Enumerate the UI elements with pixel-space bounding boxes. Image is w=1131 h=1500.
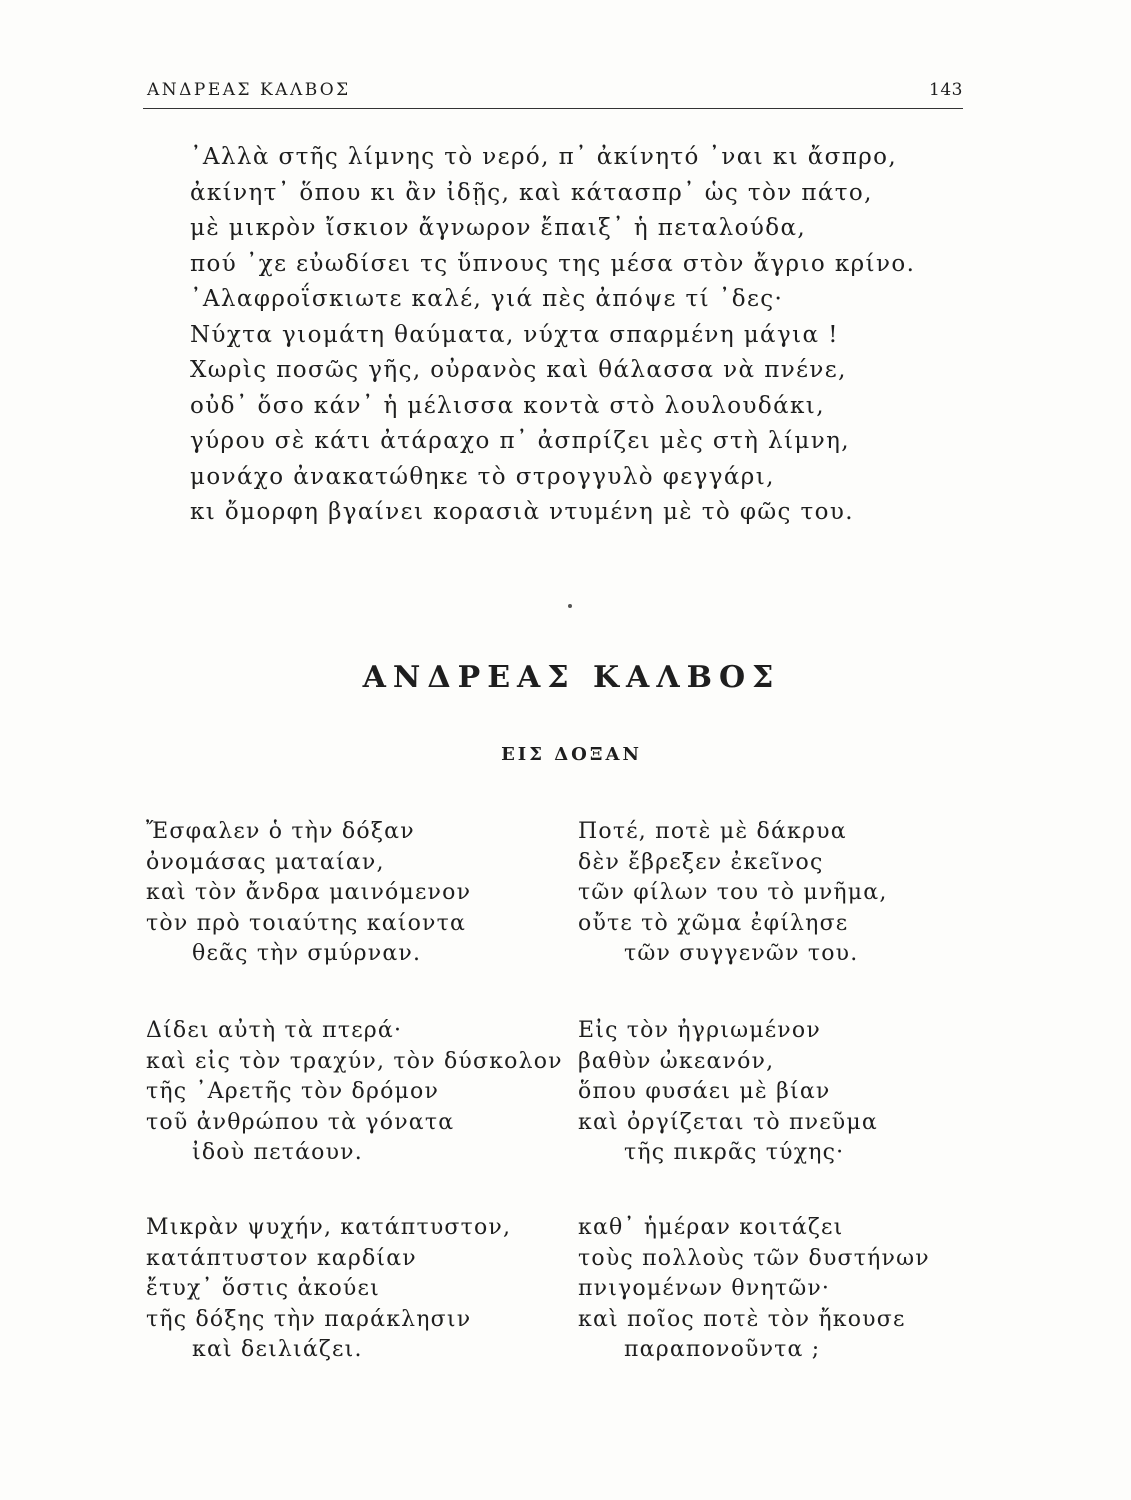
verse-line: ᾿Αλαφροΐσκιωτε καλέ, γιά πὲς ἀπόψε τί ᾿δες· (190, 286, 784, 312)
verse-line: πνιγομένων θνητῶν· (578, 1276, 831, 1301)
verse-line: Νύχτα γιομάτη θαύματα, νύχτα σπαρμένη μάγια ! (190, 321, 839, 348)
verse-line: ὀνομάσας ματαίαν, (146, 849, 385, 875)
author-heading: ΑΝΔΡΕΑΣ ΚΑΛΒΟΣ (362, 660, 781, 695)
verse-line: τῆς πικρᾶς τύχης· (624, 1140, 845, 1165)
verse-line: τῶν φίλων του τὸ μνῆμα, (578, 880, 888, 905)
verse-line: Ποτέ, ποτὲ μὲ δάκρυα (578, 819, 847, 844)
verse-line: καὶ ὀργίζεται τὸ πνεῦμα (578, 1109, 878, 1135)
verse-line: τῆς δόξης τὴν παράκλησιν (146, 1306, 472, 1332)
verse-line: Χωρὶς ποσῶς γῆς, οὐρανὸς καὶ θάλασσα νὰ πνένε, (190, 357, 847, 383)
verse-line: τὸν πρὸ τοιαύτης καίοντα (146, 910, 467, 936)
verse-line: τοὺς πολλοὺς τῶν δυστήνων (578, 1245, 930, 1271)
verse-line: τοῦ ἀνθρώπου τὰ γόνατα (146, 1109, 455, 1135)
verse-line: καὶ εἰς τὸν τραχύν, τὸν δύσκολον (146, 1048, 563, 1074)
verse-line: καὶ δειλιάζει. (192, 1337, 363, 1362)
verse-line: Μικρὰν ψυχήν, κατάπτυστον, (146, 1215, 512, 1240)
poem-title: ΕΙΣ ΔΟΞΑΝ (501, 744, 642, 765)
stanza-left-3 (146, 1213, 511, 1366)
stanza-right-1 (578, 817, 888, 970)
verse-line: πού ᾿χε εὐωδίσει τς ὕπνους της μέσα στὸν ἄγριο κρίνο. (190, 250, 916, 277)
verse-line: τῶν συγγενῶν του. (624, 941, 859, 966)
verse-line: τῆς ᾿Αρετῆς τὸν δρόμον (146, 1079, 440, 1104)
verse-line: Δίδει αὐτὴ τὰ πτερά· (146, 1018, 403, 1043)
header-rule (143, 108, 963, 109)
verse-line: γύρου σὲ κάτι ἀτάραχο π᾿ ἀσπρίζει μὲς στὴ λίμνη, (190, 428, 850, 454)
verse-line: μονάχο ἀνακατώθηκε τὸ στρογγυλὸ φεγγάρι, (190, 463, 775, 490)
stanza-right-2 (578, 1016, 878, 1169)
verse-line: κι ὄμορφη βγαίνει κορασιὰ ντυμένη μὲ τὸ φῶς του. (190, 499, 854, 525)
verse-line: καὶ ποῖος ποτὲ τὸν ἤκουσε (578, 1306, 906, 1332)
verse-line: ᾿Αλλὰ στῆς λίμνης τὸ νερό, π᾿ ἀκίνητό ᾿ναι κι ἄσπρο, (190, 144, 898, 170)
section-divider-dot (568, 604, 572, 608)
verse-line: Ἔσφαλεν ὁ τὴν δόξαν (146, 819, 415, 844)
verse-line: καθ᾿ ἡμέραν κοιτάζει (578, 1215, 844, 1240)
verse-line: κατάπτυστον καρδίαν (146, 1245, 417, 1271)
verse-line: ἰδοὺ πετάουν. (192, 1140, 363, 1165)
verse-line: Εἰς τὸν ἠγριωμένον (578, 1018, 821, 1043)
running-title: ΑΝΔΡΕΑΣ ΚΑΛΒΟΣ (147, 80, 351, 100)
previous-poem (190, 140, 916, 531)
verse-line: δὲν ἔβρεξεν ἐκεῖνος (578, 849, 824, 875)
verse-line: οὔτε τὸ χῶμα ἐφίλησε (578, 910, 849, 936)
verse-line: θεᾶς τὴν σμύρναν. (192, 941, 422, 966)
verse-line: παραπονοῦντα ; (624, 1337, 821, 1362)
verse-line: ὅπου φυσάει μὲ βίαν (578, 1079, 831, 1104)
verse-line: ἀκίνητ᾿ ὅπου κι ἂν ἰδῇς, καὶ κάτασπρ᾿ ὡς τὸν πάτο, (190, 179, 873, 206)
verse-line: μὲ μικρὸν ἴσκιον ἄγνωρον ἔπαιξ᾿ ἡ πεταλούδα, (190, 215, 807, 241)
verse-line: βαθὺν ὠκεανόν, (578, 1048, 775, 1074)
stanza-right-3 (578, 1213, 930, 1366)
verse-line: οὐδ᾿ ὅσο κάν᾿ ἡ μέλισσα κοντὰ στὸ λουλουδάκι, (190, 392, 825, 419)
stanza-left-2 (146, 1016, 563, 1169)
verse-line: καὶ τὸν ἄνδρα μαινόμενον (146, 880, 472, 905)
verse-line: ἔτυχ᾿ ὅστις ἀκούει (146, 1276, 380, 1301)
page-number: 143 (929, 80, 963, 100)
stanza-left-1 (146, 817, 471, 970)
